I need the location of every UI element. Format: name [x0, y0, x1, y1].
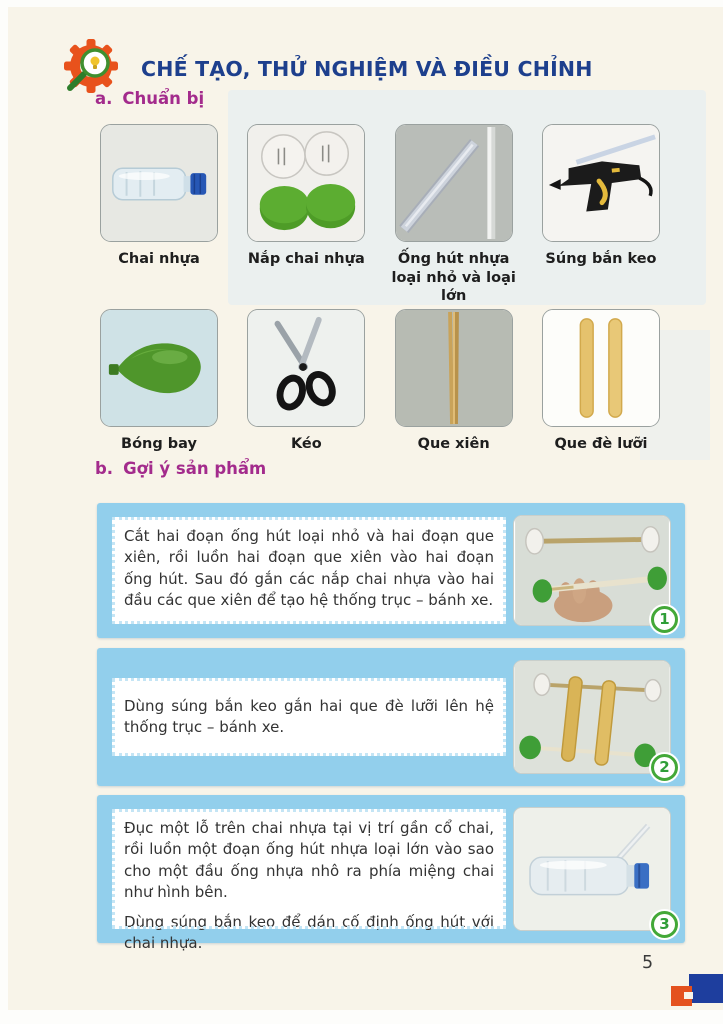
material-label: Ống hút nhựa loại nhỏ và loại lớn	[391, 251, 516, 305]
craft-sticks-photo	[542, 309, 660, 427]
material-label: Que đè lưỡi	[554, 436, 648, 452]
step-3-badge: 3	[651, 911, 678, 938]
section-a-index: a.	[95, 89, 113, 108]
material-label: Que xiên	[417, 436, 490, 452]
step-2-badge: 2	[651, 754, 678, 781]
step-1-badge: 1	[651, 606, 678, 633]
step-1-paragraph: Cắt hai đoạn ống hút loại nhỏ và hai đoạn que xiên, rồi luồn hai đoạn que xiên vào hai đoạn ống hút. Sau đó gắn các nắp chai nhựa vào hai đầu các que xiên để tạo hệ thống trục – bánh xe.	[124, 527, 494, 609]
step-2-paragraph: Dùng súng bắn keo gắn hai que đè lưỡi lên hệ thống trục – bánh xe.	[124, 696, 494, 736]
material-label: Kéo	[290, 436, 322, 452]
material-card-que-xien	[395, 309, 513, 454]
skewer-sticks-photo	[395, 309, 513, 427]
scissors-photo	[247, 309, 365, 427]
bottle-with-straw-photo	[513, 807, 671, 931]
axle-wheel-assembly-photo	[513, 515, 671, 626]
step-2-text	[112, 678, 506, 756]
material-label: Nắp chai nhựa	[247, 251, 365, 267]
step-1-text	[112, 517, 506, 624]
page-number: 5	[642, 953, 654, 973]
material-card-bong-bay	[100, 309, 218, 454]
balloon-photo	[100, 309, 218, 427]
step-box-3	[97, 795, 685, 953]
materials-row-1	[100, 124, 660, 306]
plastic-bottle-photo	[100, 124, 218, 242]
footer-notch	[684, 992, 693, 999]
material-label: Bóng bay	[121, 436, 197, 452]
section-b-index: b.	[95, 459, 114, 478]
step-3-paragraph-2: Dùng súng bắn keo để dán cố định ống hút với chai nhựa.	[124, 913, 494, 953]
section-b-title: Gợi ý sản phẩm	[123, 459, 267, 478]
plastic-straws-photo	[395, 124, 513, 242]
material-card-keo	[247, 309, 365, 454]
material-label: Súng bắn keo	[545, 251, 657, 267]
chassis-sticks-photo	[513, 660, 671, 774]
step-3-text	[112, 809, 506, 953]
material-card-que-de-luoi	[542, 309, 660, 454]
scan-edge-left	[0, 0, 8, 1024]
step-3-paragraph-1: Đục một lỗ trên chai nhựa tại vị trí gần cổ chai, rồi luồn một đoạn ống hút nhựa loại lớn vào sao cho một đầu ống nhựa nhô ra phía miệng chai như hình bên.	[124, 819, 494, 901]
materials-row-2	[100, 309, 660, 454]
scan-edge-top	[0, 0, 723, 7]
material-card-nap-chai	[247, 124, 365, 306]
bottle-caps-photo	[247, 124, 365, 242]
step-box-1	[97, 503, 685, 638]
section-a-heading	[95, 89, 204, 108]
material-label: Chai nhựa	[118, 251, 200, 267]
material-card-sung-ban-keo	[542, 124, 660, 306]
scan-edge-bottom	[0, 1010, 723, 1024]
glue-gun-photo	[542, 124, 660, 242]
section-b-heading	[95, 459, 266, 478]
material-card-ong-hut	[391, 124, 516, 306]
material-card-chai-nhua	[100, 124, 218, 306]
page-title: CHẾ TẠO, THỬ NGHIỆM VÀ ĐIỀU CHỈNH	[141, 57, 593, 81]
section-a-title: Chuẩn bị	[122, 89, 205, 108]
step-box-2	[97, 648, 685, 786]
footer-blue-mark	[689, 974, 723, 1003]
